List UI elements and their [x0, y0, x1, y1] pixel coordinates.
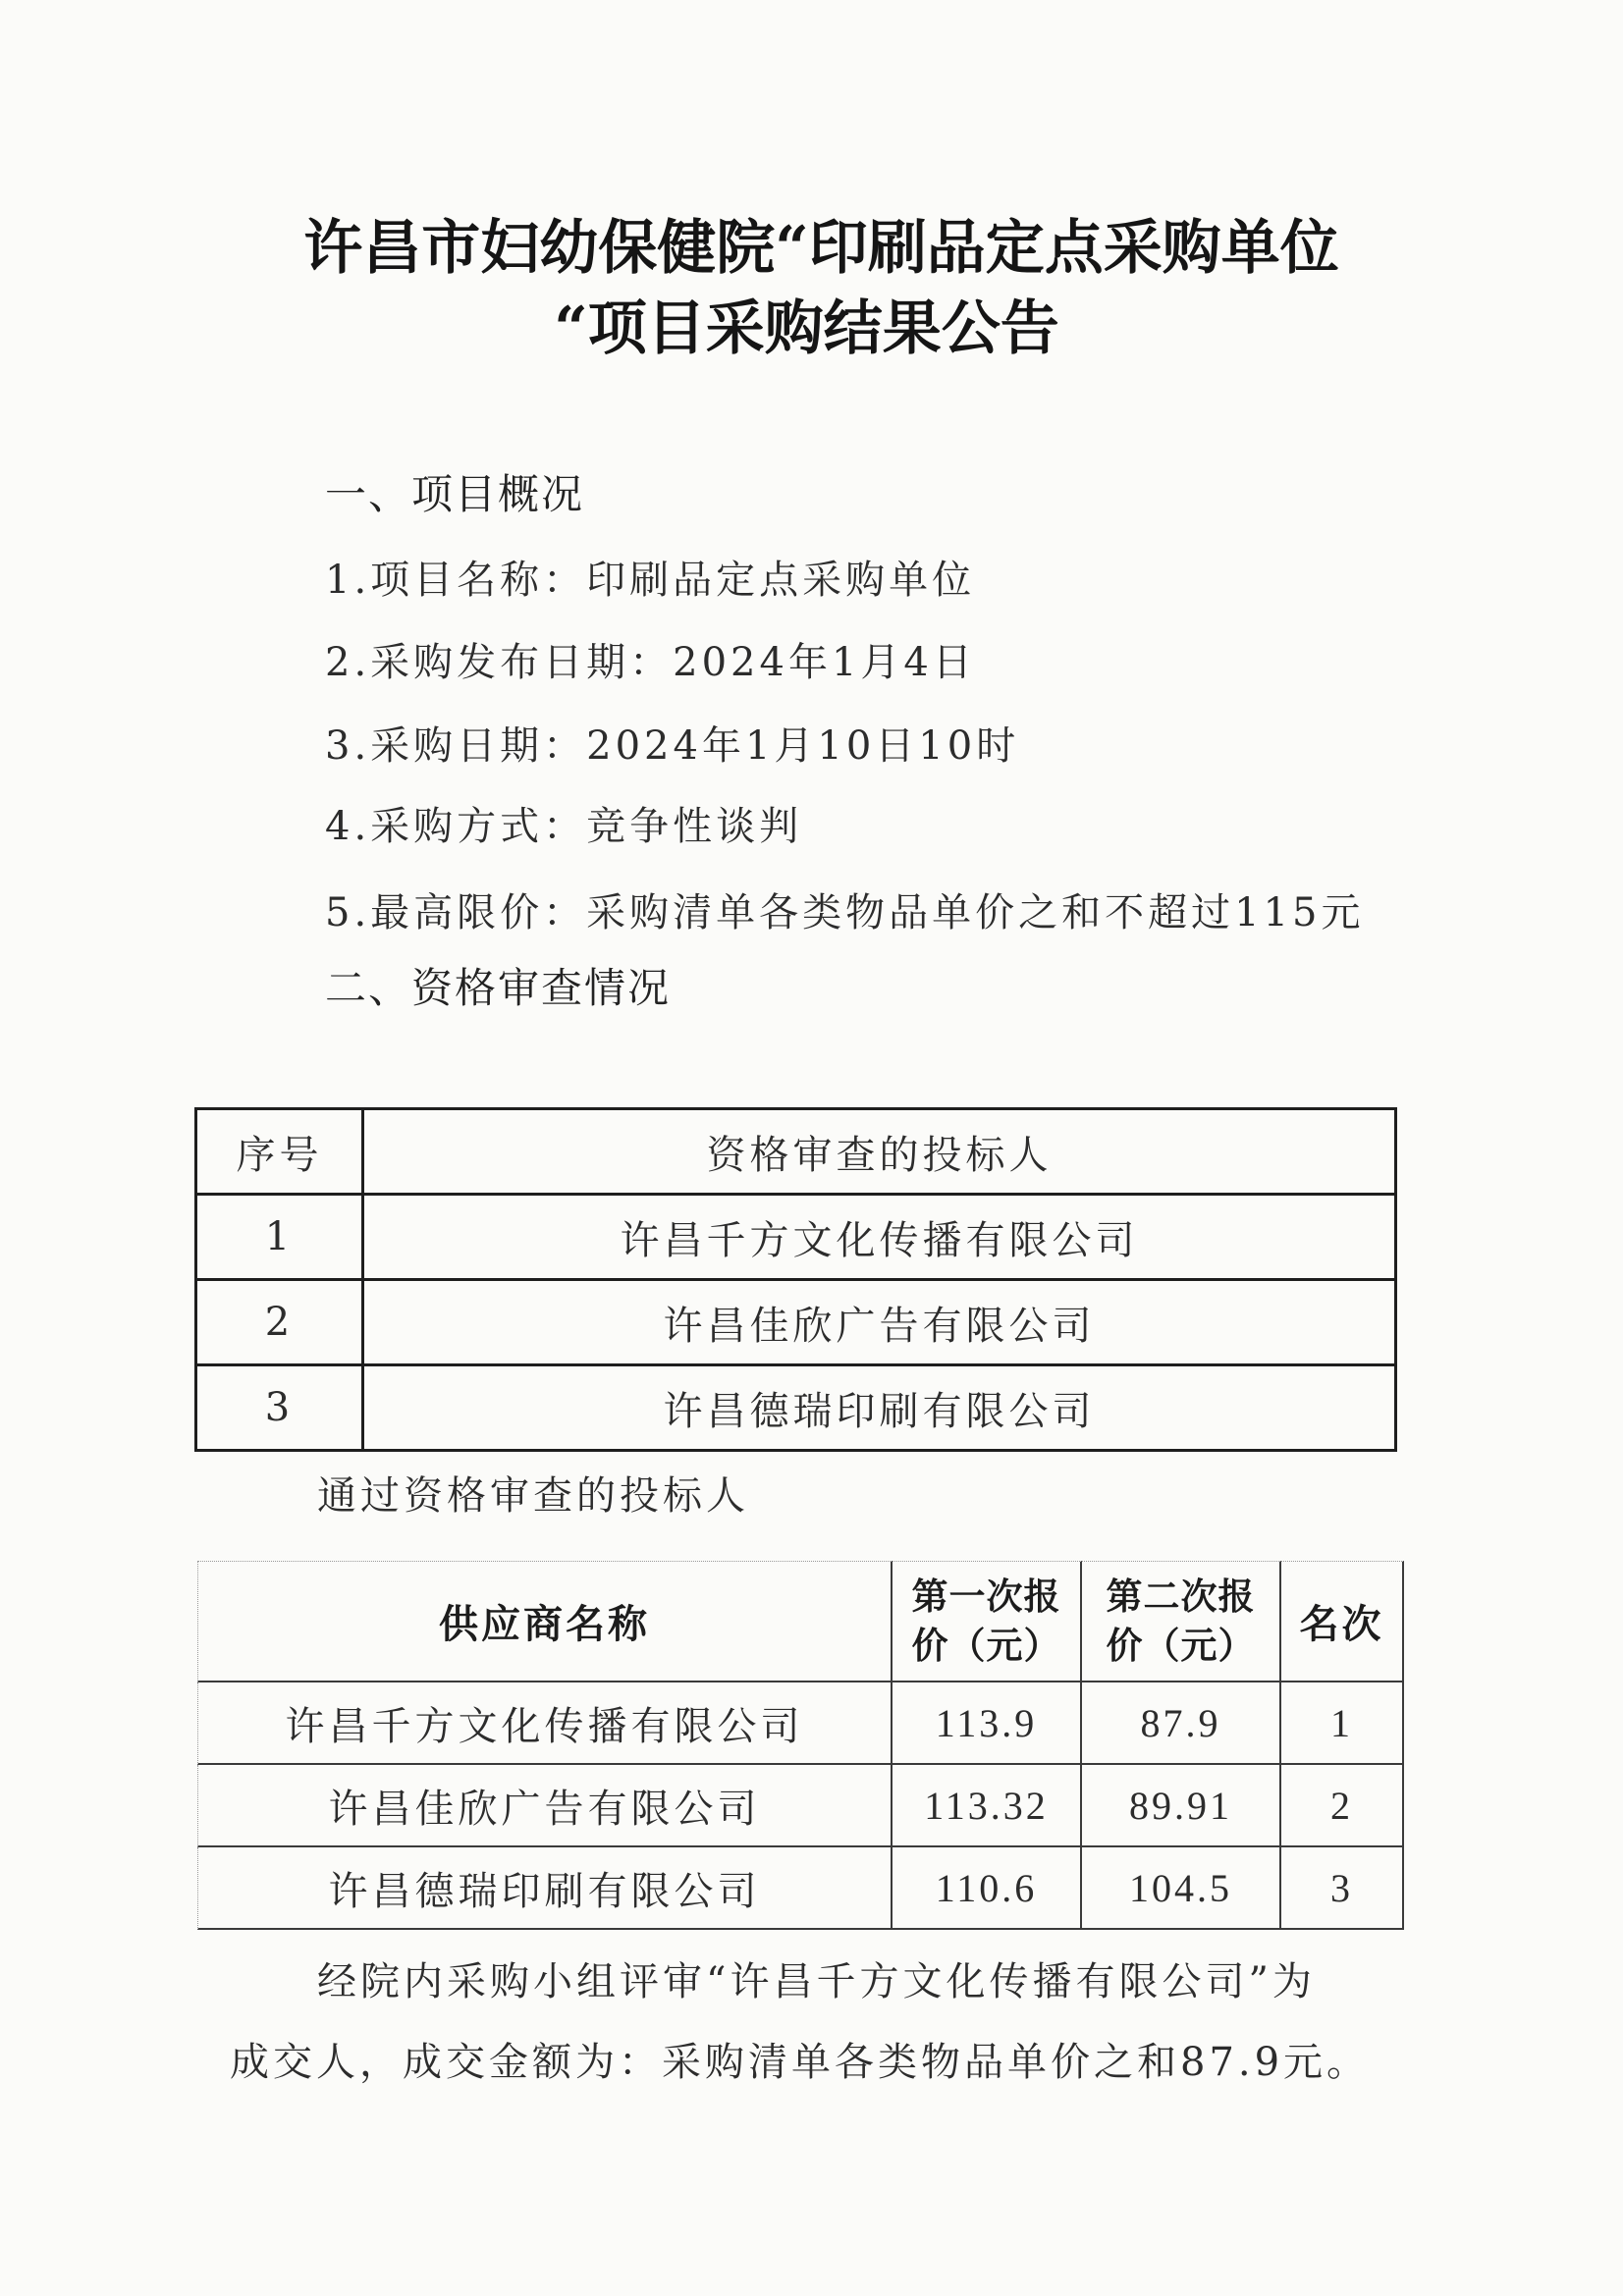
cell-supplier: 许昌千方文化传播有限公司	[197, 1682, 893, 1765]
header-supplier: 供应商名称	[197, 1561, 893, 1682]
header-bidder: 资格审查的投标人	[363, 1109, 1396, 1195]
overview-item-procurement-method: 4.采购方式：竞争性谈判	[325, 804, 803, 849]
overview-item-project-name: 1.项目名称：印刷品定点采购单位	[325, 558, 976, 603]
header-rank: 名次	[1281, 1561, 1404, 1682]
cell-rank: 2	[1281, 1765, 1404, 1847]
cell-bidder: 许昌千方文化传播有限公司	[363, 1195, 1396, 1280]
header-index: 序号	[196, 1109, 363, 1195]
table-row	[196, 1280, 1396, 1365]
table-row	[197, 1847, 1404, 1930]
cell-rank: 1	[1281, 1682, 1404, 1765]
table-row	[196, 1365, 1396, 1451]
cell-bidder: 许昌德瑞印刷有限公司	[363, 1365, 1396, 1451]
title-line-1: 许昌市妇幼保健院“印刷品定点采购单位	[303, 214, 1339, 283]
cell-bidder: 许昌佳欣广告有限公司	[363, 1280, 1396, 1365]
overview-item-publish-date: 2.采购发布日期：2024年1月4日	[325, 640, 976, 685]
cell-second-quote: 89.91	[1082, 1765, 1281, 1847]
header-first-quote-line-2: 价（元）	[911, 1624, 1061, 1667]
header-second-quote	[1082, 1561, 1281, 1682]
cell-second-quote: 104.5	[1082, 1847, 1281, 1930]
quote-table-header-row	[197, 1561, 1404, 1682]
table-row	[196, 1195, 1396, 1280]
cell-first-quote: 113.32	[893, 1765, 1082, 1847]
overview-item-price-limit: 5.最高限价：采购清单各类物品单价之和不超过115元	[325, 890, 1365, 935]
header-second-quote-line-1: 第二次报	[1106, 1575, 1256, 1618]
cell-first-quote: 113.9	[893, 1682, 1082, 1765]
table-row	[197, 1682, 1404, 1765]
cell-supplier: 许昌佳欣广告有限公司	[197, 1765, 893, 1847]
overview-item-procurement-date: 3.采购日期：2024年1月10日10时	[325, 723, 1020, 769]
conclusion-line-1: 经院内采购小组评审“许昌千方文化传播有限公司”为	[317, 1959, 1316, 2004]
cell-second-quote: 87.9	[1082, 1682, 1281, 1765]
cell-index: 2	[196, 1280, 363, 1365]
cell-index: 1	[196, 1195, 363, 1280]
quote-table	[197, 1561, 1404, 1930]
cell-first-quote: 110.6	[893, 1847, 1082, 1930]
header-first-quote	[893, 1561, 1082, 1682]
passed-bidders-label: 通过资格审查的投标人	[317, 1473, 749, 1519]
cell-index: 3	[196, 1365, 363, 1451]
title-line-2: “项目采购结果公告	[554, 294, 1059, 363]
qualification-table-header-row	[196, 1109, 1396, 1195]
cell-supplier: 许昌德瑞印刷有限公司	[197, 1847, 893, 1930]
header-second-quote-line-2: 价（元）	[1106, 1624, 1256, 1667]
section-heading-overview: 一、项目概况	[325, 470, 585, 518]
document-title	[0, 208, 1623, 369]
table-row	[197, 1765, 1404, 1847]
header-first-quote-line-1: 第一次报	[911, 1575, 1061, 1618]
conclusion-line-2: 成交人，成交金额为：采购清单各类物品单价之和87.9元。	[230, 2040, 1371, 2085]
qualification-table	[194, 1107, 1397, 1452]
section-heading-qualification: 二、资格审查情况	[325, 964, 672, 1012]
cell-rank: 3	[1281, 1847, 1404, 1930]
